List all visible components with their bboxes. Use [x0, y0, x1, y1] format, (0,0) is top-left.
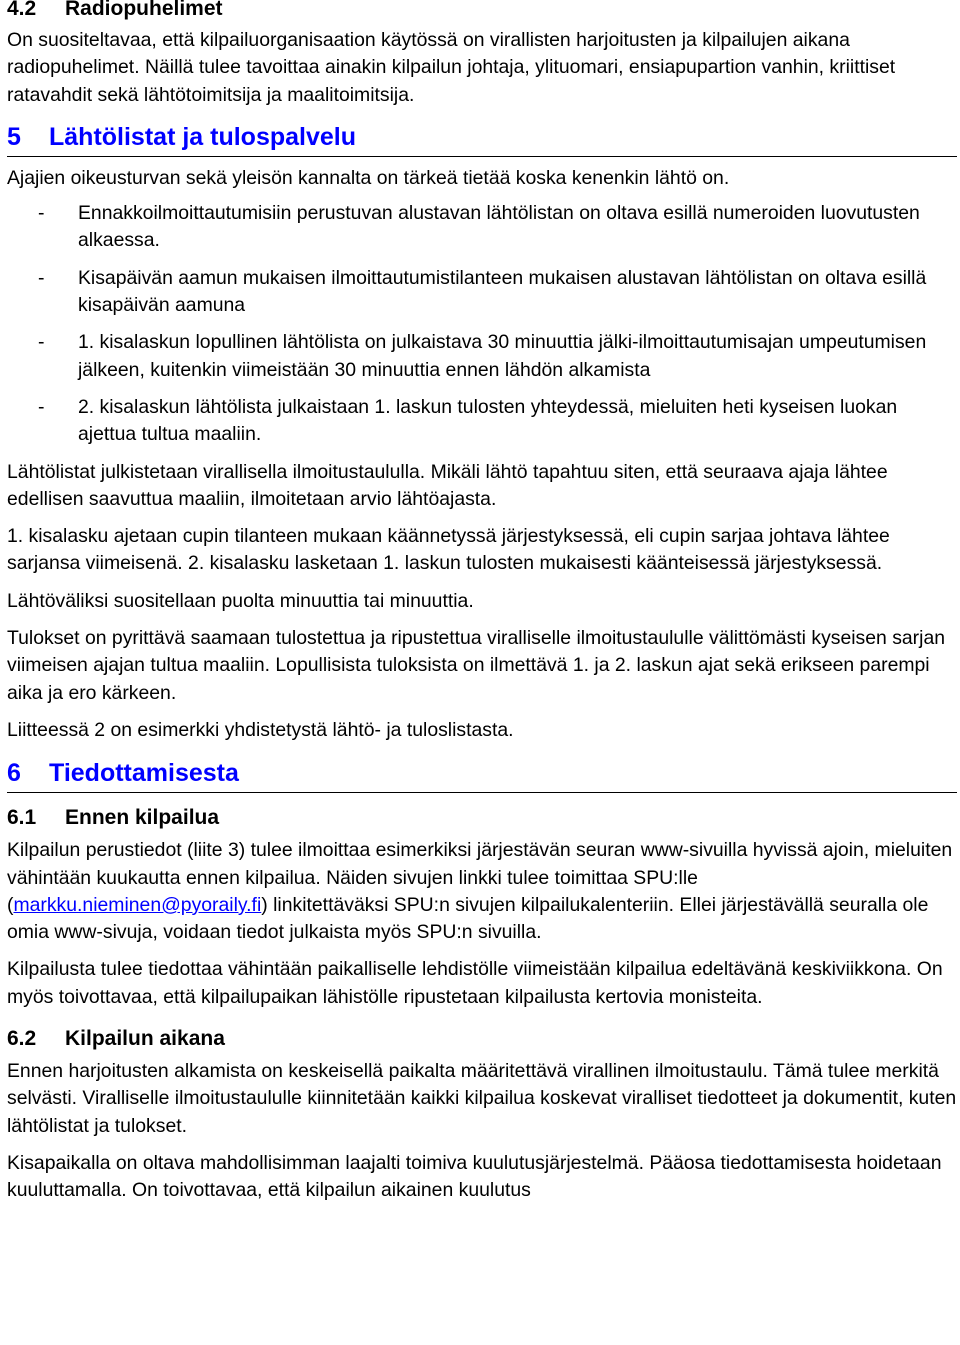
section-6-2-paragraph: Ennen harjoitusten alkamista on keskeisellä paikalta määritettävä virallinen ilmoitustaulu. Tämä tulee merkitä selvästi. Viralliselle ilmoitustaululle kiinnitetään kaikki kilpailua koskevat viralliset tiedotteet ja dokumentit, kuten lähtölistat ja tulokset.: [7, 1060, 957, 1137]
list-dash: -: [38, 331, 45, 354]
section-6-1-paragraph: [7, 837, 957, 946]
paragraph-text: Kilpailun perustiedot (liite 3) tulee ilmoittaa esimerkiksi järjestävän seuran www-sivuilla hyvissä ajoin, mieluiten vähintään kuukautta ennen kilpailua. Näiden sivujen linkki tulee toimittaa SPU:lle (: [7, 839, 953, 916]
section-number: 6.2: [7, 1027, 37, 1051]
section-title: Kilpailun aikana: [65, 1027, 225, 1051]
section-5-intro: Ajajien oikeusturvan sekä yleisön kannalta on tärkeä tietää koska kenenkin lähtö on.: [7, 166, 730, 189]
list-item-text: Ennakkoilmoittautumisiin perustuvan alustavan lähtölistan on oltava esillä numeroiden luovutusten alkaessa.: [78, 202, 920, 252]
section-4-2-heading: [7, 0, 957, 24]
list-item-text: 2. kisalaskun lähtölista julkaistaan 1. laskun tulosten yhteydessä, mieluiten heti kyseisen luokan ajettua tultua maaliin.: [78, 395, 898, 446]
list-item: [7, 394, 957, 449]
list-item: [7, 265, 957, 320]
section-title: Radiopuhelimet: [65, 0, 223, 20]
section-number: 6.1: [7, 806, 37, 830]
email-link[interactable]: markku.nieminen@pyoraily.fi: [13, 893, 262, 916]
section-number: 4.2: [7, 0, 37, 20]
section-title: Ennen kilpailua: [65, 806, 220, 830]
section-title: Lähtölistat ja tulospalvelu: [49, 122, 356, 151]
section-6-1-heading: [7, 807, 957, 833]
list-dash: -: [38, 395, 45, 418]
section-6-2-heading: [7, 1028, 957, 1054]
paragraph-text: ) linkitettäväksi SPU:n sivujen kilpailukalenteriin. Ellei järjestävällä seuralla ole omia www-sivuja, voidaan tiedot julkaista myös SPU:n sivuilla.: [7, 893, 929, 944]
section-6-1-paragraph: Kilpailusta tulee tiedottaa vähintään paikalliselle lehdistölle viimeistään kilpailua edeltävänä keskiviikkona. On myös toivottavaa, että kilpailupaikan lähistölle ripustetaan kilpailusta kertovia monisteita.: [7, 958, 943, 1008]
section-5-paragraph: Liitteessä 2 on esimerkki yhdistetystä lähtö- ja tuloslistasta.: [7, 718, 514, 741]
section-6-2-paragraph: Kisapaikalla on oltava mahdollisimman laajalti toimiva kuulutusjärjestelmä. Pääosa tiedottamisesta hoidetaan kuuluttamalla. On toivottavaa, että kilpailun aikainen kuulutus: [7, 1151, 942, 1202]
list-item-text: 1. kisalaskun lopullinen lähtölista on julkaistava 30 minuuttia jälki-ilmoittautumisajan umpeutumisen jälkeen, kuitenkin viimeistään 30 minuuttia ennen lähdön alkamista: [78, 331, 927, 381]
list-item: [7, 329, 957, 384]
section-5-paragraph: Tulokset on pyrittävä saamaan tulostettua ja ripustettua viralliselle ilmoitustaululle välittömästi kyseisen sarjan viimeisen ajajan tultua maaliin. Lopullisista tuloksista on ilmettävä 1. ja 2. laskun ajat sekä erikseen parempi aika ja ero kärkeen.: [7, 627, 946, 704]
section-5-paragraph: Lähtöväliksi suositellaan puolta minuuttia tai minuuttia.: [7, 589, 474, 612]
section-5-heading: [7, 122, 957, 157]
section-title: Tiedottamisesta: [49, 759, 239, 788]
document-page: [7, 0, 957, 1205]
section-6-heading: [7, 758, 957, 793]
section-number: 5: [7, 122, 21, 151]
section-4-2-paragraph: On suositeltavaa, että kilpailuorganisaation käytössä on virallisten harjoitusten ja kilpailujen aikana radiopuhelimet. Näillä tulee tavoittaa ainakin kilpailun johtaja, ylituomari, ensiapupartion vanhin, kriittiset ratavahdit sekä lähtötoimitsija ja maalitoimitsija.: [7, 29, 896, 106]
list-dash: -: [38, 202, 45, 225]
list-item-text: Kisapäivän aamun mukaisen ilmoittautumistilanteen mukaisen alustavan lähtölistan on oltava esillä kisapäivän aamuna: [78, 266, 927, 317]
section-5-paragraph: 1. kisalasku ajetaan cupin tilanteen mukaan käännetyssä järjestyksessä, eli cupin sarjaa johtava lähtee sarjansa viimeisenä. 2. kisalasku lasketaan 1. laskun tulosten mukaisesti käänteisessä järjestyksessä.: [7, 525, 890, 575]
list-dash: -: [38, 266, 45, 289]
section-number: 6: [7, 759, 21, 788]
section-5-paragraph: Lähtölistat julkistetaan virallisella ilmoitustaululla. Mikäli lähtö tapahtuu siten, että seuraava ajaja lähtee edellisen saavuttua maaliin, ilmoitetaan arvio lähtöajasta.: [7, 460, 888, 510]
list-item: [7, 200, 957, 255]
